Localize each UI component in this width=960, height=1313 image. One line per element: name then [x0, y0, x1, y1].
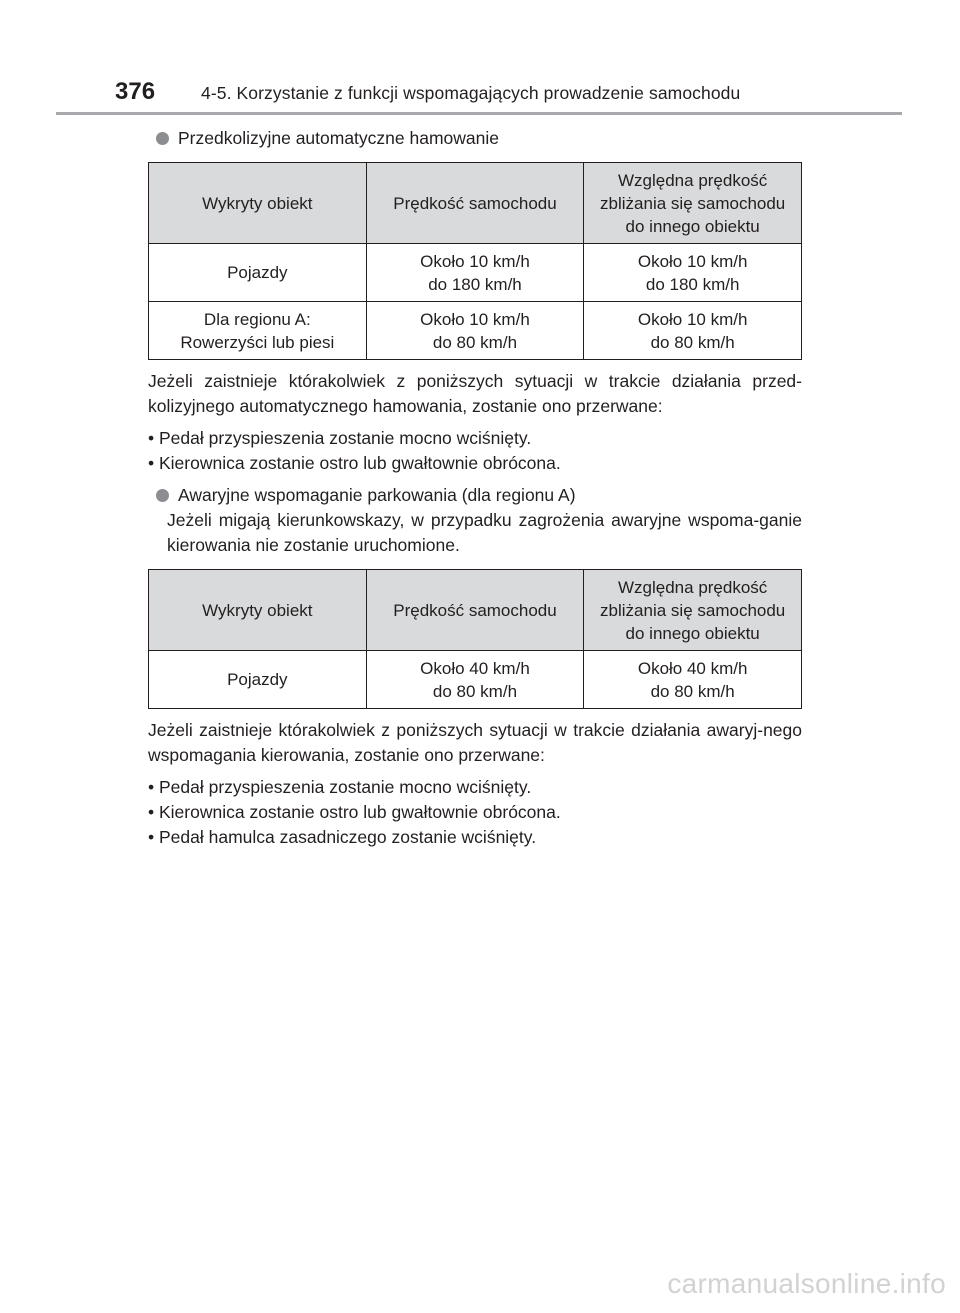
section-subtext: Jeżeli migają kierunkowskazy, w przypadku zagrożenia awaryjne wspoma-ganie kierowania nie zostanie uruchomione. [167, 510, 802, 555]
table-header-cell: Wykryty obiekt [149, 163, 367, 244]
table-cell: Pojazdy [149, 244, 367, 302]
list-item: • Pedał przyspieszenia zostanie mocno wciśnięty. [148, 777, 532, 797]
table-cell: Około 10 km/h do 180 km/h [366, 244, 584, 302]
bullet-circle-icon [156, 489, 169, 502]
pre-collision-table [148, 162, 802, 360]
page-number: 376 [115, 78, 156, 105]
table-cell: Około 40 km/h do 80 km/h [584, 651, 802, 709]
section-heading-text: Przedkolizyjne automatyczne hamowanie [178, 128, 499, 148]
parking-assist-table [148, 569, 802, 709]
table-header-cell: Prędkość samochodu [366, 570, 584, 651]
body-paragraph: Jeżeli zaistnieje którakolwiek z poniższych sytuacji w trakcie działania awaryj-nego wspomagania kierowania, zostanie ono przerwane: [148, 720, 802, 765]
table-cell: Około 40 km/h do 80 km/h [366, 651, 584, 709]
section-heading-parking-assist [148, 483, 802, 508]
table-header-row [149, 163, 802, 244]
list-item: • Kierownica zostanie ostro lub gwałtownie obrócona. [148, 453, 561, 473]
table-cell: Około 10 km/h do 80 km/h [366, 302, 584, 360]
page-content [148, 126, 802, 850]
section-heading-pre-collision [148, 126, 802, 151]
chapter-title: 4-5. Korzystanie z funkcji wspomagających prowadzenie samochodu [201, 83, 741, 103]
table-cell: Około 10 km/h do 80 km/h [584, 302, 802, 360]
table-header-cell: Względna prędkość zbliżania się samochodu do innego obiektu [584, 570, 802, 651]
page-header [115, 78, 740, 112]
body-paragraph: Jeżeli zaistnieje którakolwiek z poniższych sytuacji w trakcie działania przed-kolizyjnego automatycznego hamowania, zostanie ono przerwane: [148, 371, 802, 416]
list-item: • Pedał hamulca zasadniczego zostanie wciśnięty. [148, 827, 537, 847]
table-header-cell: Wykryty obiekt [149, 570, 367, 651]
table-cell: Około 10 km/h do 180 km/h [584, 244, 802, 302]
header-rule [56, 112, 902, 115]
section-heading-text: Awaryjne wspomaganie parkowania (dla regionu A) [178, 485, 576, 505]
watermark-text: carmanualsonline.info [667, 1268, 946, 1299]
list-item: • Pedał przyspieszenia zostanie mocno wciśnięty. [148, 428, 532, 448]
table-header-cell: Prędkość samochodu [366, 163, 584, 244]
table-header-row [149, 570, 802, 651]
table-header-cell: Względna prędkość zbliżania się samochodu do innego obiektu [584, 163, 802, 244]
table-row [149, 651, 802, 709]
table-cell: Pojazdy [149, 651, 367, 709]
list-item: • Kierownica zostanie ostro lub gwałtownie obrócona. [148, 802, 561, 822]
table-cell: Dla regionu A: Rowerzyści lub piesi [149, 302, 367, 360]
bullet-circle-icon [156, 132, 169, 145]
table-row [149, 244, 802, 302]
table-row [149, 302, 802, 360]
